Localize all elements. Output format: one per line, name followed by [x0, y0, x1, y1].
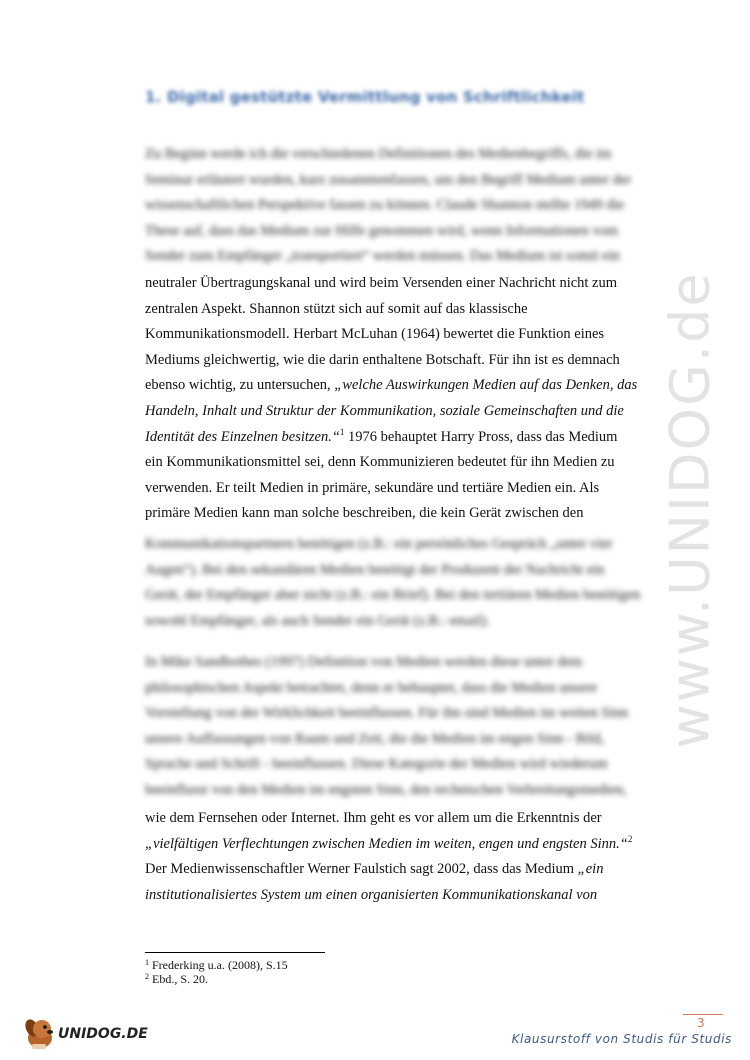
text-line: Mediums gleichwertig, wie die darin enthaltene Botschaft. Für ihn ist es demnach	[145, 351, 620, 368]
unidog-logo[interactable]	[18, 1016, 158, 1052]
text-line: Kommunikationspartnern benötigen (z.B.: ein persönliches Gespräch „unter vier	[145, 536, 613, 552]
blurred-mid-paragraph	[145, 532, 641, 634]
footnote-divider	[145, 952, 325, 953]
text-span: Der Medienwissenschaftler Werner Faulstich sagt 2002, dass das Medium	[145, 861, 578, 878]
quote-span: institutionalisiertes System um einen organisierten Kommunikationskanal von	[145, 886, 598, 903]
text-line	[145, 373, 645, 399]
page-number: 3	[697, 1016, 705, 1030]
text-line: Augen“). Bei den sekundären Medien benötigt der Produzent der Nachricht ein	[145, 561, 605, 578]
text-line: philosophischen Aspekt betrachtet, denn er behauptet, dass die Medien unsere	[145, 679, 598, 696]
footnote-item	[145, 972, 288, 986]
section-heading: 1. Digital gestützte Vermittlung von Schriftlichkeit	[145, 88, 585, 106]
quote-span: „ein	[577, 861, 604, 878]
text-line: These auf, dass das Medium zur Hilfe genommen wird, wenn Informationen vom	[145, 222, 619, 239]
watermark-text: www.UNIDOG.de	[658, 271, 722, 749]
page-number-rule	[683, 1014, 723, 1015]
watermark	[640, 271, 740, 749]
quote-span: Identität des Einzelnen besitzen.“	[145, 428, 340, 445]
quote-span: „vielfältigen Verflechtungen zwischen Medien im weiten, engen und engsten Sinn.“	[145, 835, 628, 852]
text-span: 1976 behauptet Harry Pross, dass das Medium	[344, 428, 618, 445]
text-line: In Mike Sandbothes (1997) Definition von Medien werden diese unter dem	[145, 654, 583, 670]
footnote-text: Ebd., S. 20.	[152, 972, 209, 986]
text-line: wissenschaftlichen Perspektive fassen zu können. Claude Shannon stellte 1949 die	[145, 197, 625, 214]
text-line: Sender zum Empfänger „transportiert“ werden müssen. Das Medium ist somit ein	[145, 248, 620, 265]
text-line: beeinflusst von den Medien im engsten Sinn, den technischen Verbreitungsmedien,	[145, 781, 627, 798]
text-line: ein Kommunikationsmittel sei, denn Kommunizieren bedeutet für ihn Medien zu	[145, 454, 615, 471]
text-line	[145, 399, 645, 425]
text-line: sowohl Empfänger, als auch Sender ein Gerät (z.B.: email).	[145, 612, 490, 629]
text-line: Gerät, der Empfänger aber nicht (z.B.: ein Brief). Bei den tertiären Medien benötigen	[145, 587, 641, 604]
text-line	[145, 883, 645, 909]
text-line: verwenden. Er teilt Medien in primäre, sekundäre und tertiäre Medien ein. Als	[145, 479, 600, 496]
text-line: zentralen Aspekt. Shannon stützt sich auf somit auf das klassische	[145, 300, 528, 317]
text-line: unsere Auffassungen von Raum und Zeit, die die Medien im engen Sinn - Bild,	[145, 730, 605, 747]
footnote-ref: 1	[339, 426, 345, 437]
text-line: Zu Beginn werde ich die verschiedenen Definitionen des Medienbegriffs, die im	[145, 146, 612, 162]
text-line: neutraler Übertragungskanal und wird beim Versenden einer Nachricht nicht zum	[145, 275, 618, 291]
footnote-ref: 2	[627, 833, 633, 844]
text-line	[145, 857, 645, 883]
blurred-paragraph-2	[145, 650, 628, 804]
footnotes	[145, 958, 288, 986]
text-line	[145, 832, 645, 858]
text-line: Vorstellung von der Wirklichkeit beeinflussen. Für ihn sind Medien im weiten Sinn	[145, 705, 628, 722]
footnote-item	[145, 958, 288, 972]
dog-icon	[20, 1016, 58, 1052]
text-span: ebenso wichtig, zu untersuchen,	[145, 377, 335, 394]
text-line: Sprache und Schrift - beeinflussen. Diese Kategorie der Medien wird wiederum	[145, 756, 608, 773]
quote-span: „welche Auswirkungen Medien auf das Denken, das	[334, 377, 638, 394]
text-line: Kommunikationsmodell. Herbart McLuhan (1964) bewertet die Funktion eines	[145, 326, 605, 343]
quote-span: Handeln, Inhalt und Struktur der Kommunikation, soziale Gemeinschaften und die	[145, 402, 624, 419]
footnote-text: Frederking u.a. (2008), S.15	[152, 958, 288, 972]
text-line: wie dem Fernsehen oder Internet. Ihm geht es vor allem um die Erkenntnis der	[145, 810, 602, 826]
footnote-number: 1	[145, 958, 149, 967]
footer-tagline: Klausurstoff von Studis für Studis	[511, 1032, 732, 1046]
text-line: Seminar erläutert wurden, kurz zusammenfassen, um den Begriff Medium unter der	[145, 171, 632, 188]
text-line: primäre Medien kann man solche beschreiben, die kein Gerät zwischen den	[145, 505, 584, 522]
footnote-number: 2	[145, 972, 149, 981]
logo-text: UNIDOG.DE	[58, 1026, 148, 1042]
text-line	[145, 425, 645, 451]
clear-paragraph-1	[145, 271, 645, 527]
clear-paragraph-2	[145, 806, 645, 908]
blurred-intro-paragraph	[145, 142, 632, 270]
